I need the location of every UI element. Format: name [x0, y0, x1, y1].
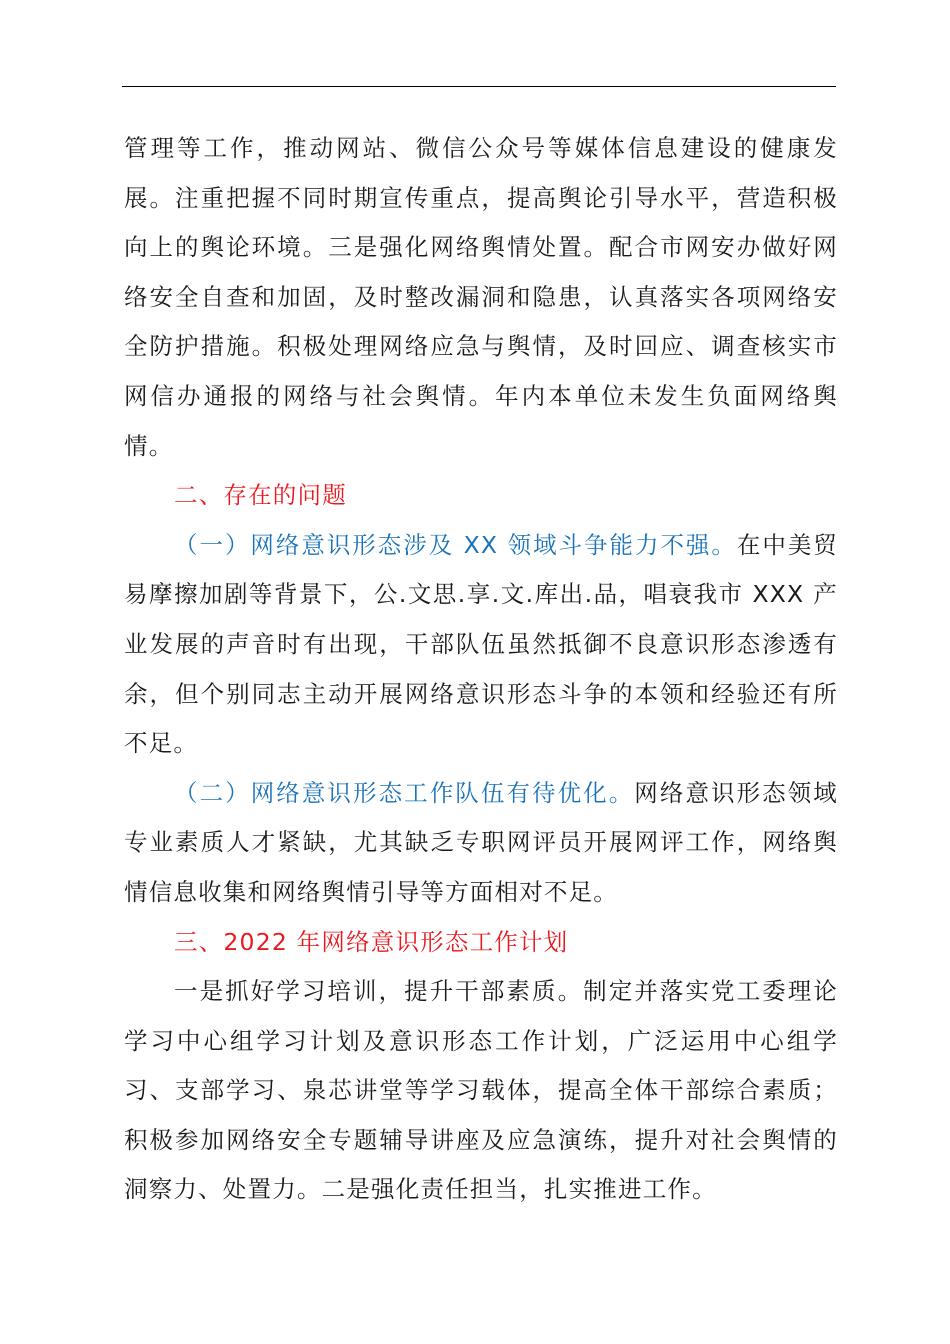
issue-1-lead: （一）网络意识形态涉及 XX 领域斗争能力不强。 — [174, 530, 737, 559]
paragraph-plan: 一是抓好学习培训，提升干部素质。制定并落实党工委理论学习中心组学习计划及意识形态工作计划，广泛运用中心组学习、支部学习、泉芯讲堂等学习载体，提高全体干部综合素质；积极参加网络安全专题辅导讲座及应急演练，提升对社会舆情的洞察力、处置力。二是强化责任担当，扎实推进工作。 — [124, 977, 838, 1204]
issue-2-body: 网络意识形态领域专业素质人才紧缺，尤其缺乏专职网评员开展网评工作，网络舆情信息收集和网络舆情引导等方面相对不足。 — [124, 778, 838, 906]
paragraph-continuation: 管理等工作，推动网站、微信公众号等媒体信息建设的健康发展。注重把握不同时期宣传重点，提高舆论引导水平，营造积极向上的舆论环境。三是强化网络舆情处置。配合市网安办做好网络安全自查和加固，及时整改漏洞和隐患，认真落实各项网络安全防护措施。积极处理网络应急与舆情，及时回应、调查核实市网信办通报的网络与社会舆情。年内本单位未发生负面网络舆情。 — [124, 134, 838, 460]
header-rule — [122, 86, 836, 87]
issue-2-lead: （二）网络意识形态工作队伍有待优化。 — [174, 778, 635, 807]
section-heading-problems: 二、存在的问题 — [174, 481, 347, 510]
paragraph-issue-2 — [124, 769, 838, 918]
section-heading-plan: 三、2022 年网络意识形态工作计划 — [174, 927, 569, 956]
paragraph-issue-1 — [124, 521, 838, 769]
issue-1-body: 在中美贸易摩擦加剧等背景下，公.文思.享.文.库出.品，唱衰我市 XXX 产业发展的声音时有出现，干部队伍虽然抵御不良意识形态渗透有余，但个别同志主动开展网络意识形态斗争的本领和经验还有所不足。 — [124, 530, 839, 758]
document-body — [124, 124, 838, 1215]
